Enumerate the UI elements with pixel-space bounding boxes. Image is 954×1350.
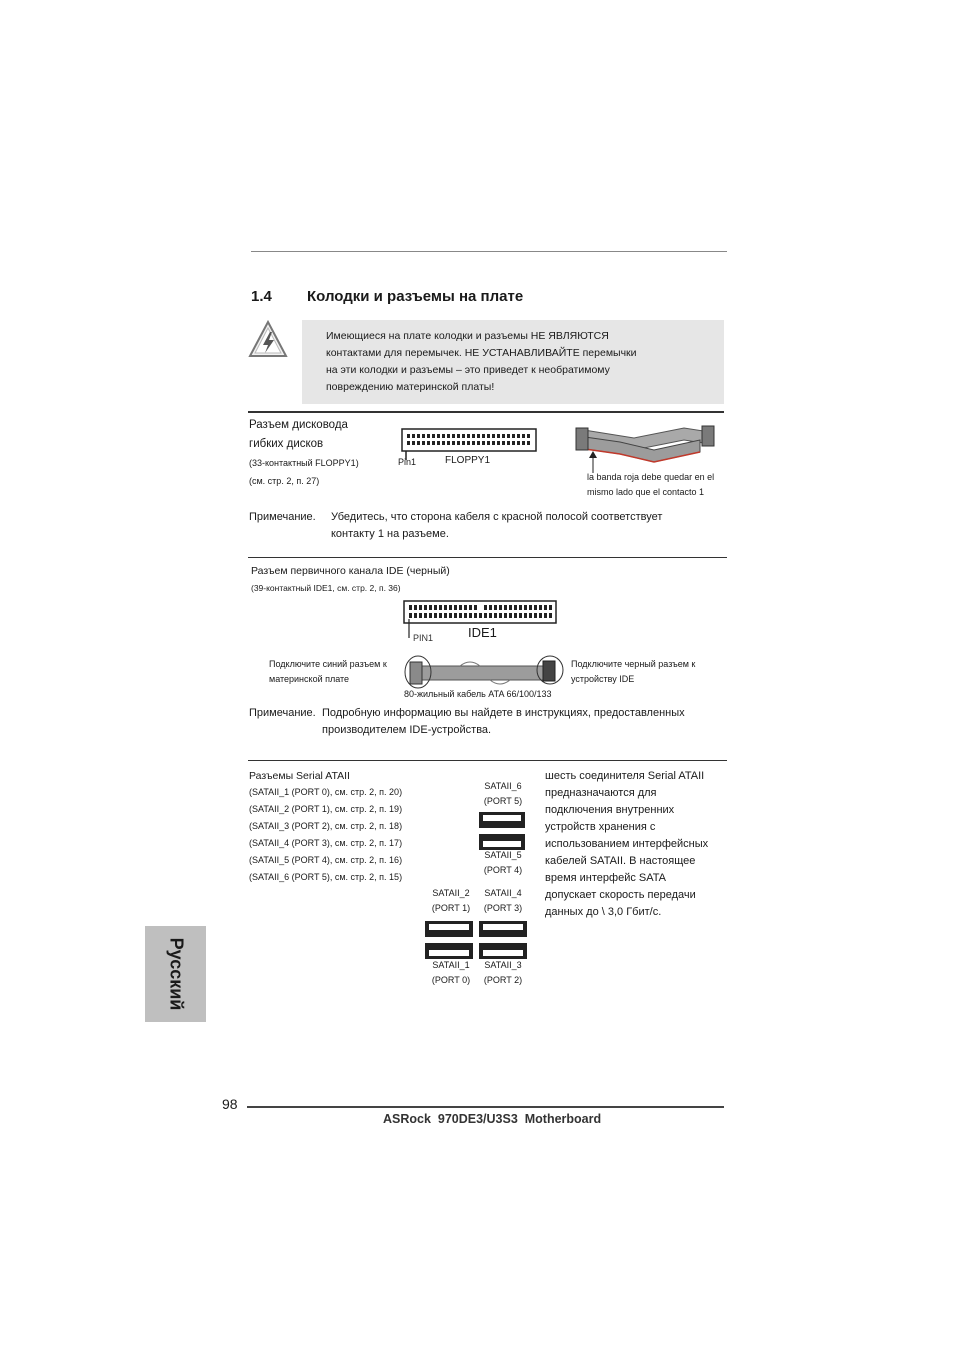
ide-cable-caption: 80-жильный кабель ATA 66/100/133 — [404, 689, 552, 699]
sata-list-item: (SATAII_5 (PORT 4), см. стр. 2, п. 16) — [249, 855, 403, 865]
sata-list-item: (SATAII_1 (PORT 0), см. стр. 2, п. 20) — [249, 787, 403, 797]
sata-port-label: SATAII_1 — [432, 960, 470, 970]
floppy-title-line: Разъем дисковода — [249, 419, 348, 431]
floppy-note-label: Примечание. — [249, 511, 316, 523]
language-tab-label: Русский — [166, 937, 186, 1011]
section-rule — [248, 557, 727, 558]
ide-connector-label: IDE1 — [468, 625, 497, 640]
floppy-cable-caption: la banda roja debe quedar en el — [587, 472, 715, 482]
sata-connector-stack-lower — [425, 920, 529, 960]
ide-right-caption: Подключите черный разъем к — [571, 659, 696, 669]
sata-desc-line: допускает скорость передачи — [545, 889, 696, 901]
ide-pin-label: PIN1 — [413, 633, 434, 643]
page-number: 98 — [222, 1096, 238, 1112]
sata-desc-line: подключения внутренних — [545, 804, 675, 816]
warning-line: контактами для перемычек. НЕ УСТАНАВЛИВАЙТЕ перемычки — [326, 347, 637, 359]
floppy-sub1: (33-контактный FLOPPY1) — [249, 458, 359, 468]
sata-port-label: (PORT 5) — [483, 796, 523, 806]
floppy-note-line: Убедитесь, что сторона кабеля с красной полосой соответствует — [331, 511, 663, 523]
sata-desc-line: использованием интерфейсных — [545, 838, 709, 850]
ide-note-line: производителем IDE-устройства. — [322, 724, 492, 736]
sata-port-label: (PORT 1) — [431, 903, 471, 913]
sata-port-label: SATAII_6 — [484, 781, 522, 791]
sata-port-label: SATAII_5 — [484, 850, 522, 860]
ide-sub: (39-контактный IDE1, см. стр. 2, п. 36) — [251, 583, 401, 593]
footer-product: ASRock 970DE3/U3S3 Motherboard — [383, 1112, 602, 1126]
sata-port-label: SATAII_2 — [432, 888, 470, 898]
ide-note-label: Примечание. — [249, 707, 316, 719]
sata-list-item: (SATAII_3 (PORT 2), см. стр. 2, п. 18) — [249, 821, 403, 831]
floppy-title-line: гибких дисков — [249, 438, 324, 450]
sata-port-label: (PORT 4) — [483, 865, 523, 875]
sata-desc-line: шесть соединителя Serial ATAII — [545, 770, 705, 782]
floppy-note-line: контакту 1 на разъеме. — [331, 528, 449, 540]
sata-desc-line: предназначаются для — [545, 787, 657, 799]
sata-list-item: (SATAII_6 (PORT 5), см. стр. 2, п. 15) — [249, 872, 403, 882]
warning-icon — [248, 320, 288, 358]
sata-desc-line: данных до \ 3,0 Гбит/с. — [545, 906, 662, 918]
floppy-pin-label: Pin1 — [398, 457, 417, 467]
sata-list-item: (SATAII_2 (PORT 1), см. стр. 2, п. 19) — [249, 804, 403, 814]
ide-title: Разъем первичного канала IDE (черный) — [251, 565, 450, 577]
warning-line: повреждению материнской платы! — [326, 381, 495, 393]
ide-right-caption: устройству IDE — [571, 674, 635, 684]
ide-note-line: Подробную информацию вы найдете в инструкциях, предоставленных — [322, 707, 685, 719]
floppy-connector-label: FLOPPY1 — [445, 455, 491, 466]
section-rule — [248, 411, 724, 413]
section-title: Колодки и разъемы на плате — [307, 288, 524, 305]
sata-port-label: SATAII_4 — [484, 888, 522, 898]
sata-port-label: (PORT 0) — [431, 975, 471, 985]
ide-cable-image — [400, 654, 570, 692]
sata-connector-stack-upper — [478, 811, 526, 851]
warning-box — [302, 320, 724, 404]
ide-left-caption: материнской плате — [269, 674, 350, 684]
warning-line: на эти колодки и разъемы – это приведет к необратимому — [326, 364, 610, 376]
sata-port-label: (PORT 3) — [483, 903, 523, 913]
sata-port-label: SATAII_3 — [484, 960, 522, 970]
floppy-cable-caption: mismo lado que el contacto 1 — [587, 487, 705, 497]
sata-port-label: (PORT 2) — [483, 975, 523, 985]
sata-desc-line: время интерфейс SATA — [545, 872, 666, 884]
warning-line: Имеющиеся на плате колодки и разъемы НЕ ЯВЛЯЮТСЯ — [326, 330, 609, 342]
sata-list-item: (SATAII_4 (PORT 3), см. стр. 2, п. 17) — [249, 838, 403, 848]
sata-title: Разъемы Serial ATAII — [249, 770, 350, 782]
floppy-sub2: (см. стр. 2, п. 27) — [249, 476, 320, 486]
sata-desc-line: устройств хранения с — [545, 821, 656, 833]
top-rule — [251, 251, 727, 252]
footer-rule — [247, 1106, 724, 1108]
ide-left-caption: Подключите синий разъем к — [269, 659, 387, 669]
section-rule — [248, 760, 727, 761]
language-tab — [145, 926, 206, 1022]
sata-desc-line: кабелей SATAII. В настоящее — [545, 855, 696, 867]
section-number: 1.4 — [251, 288, 272, 305]
